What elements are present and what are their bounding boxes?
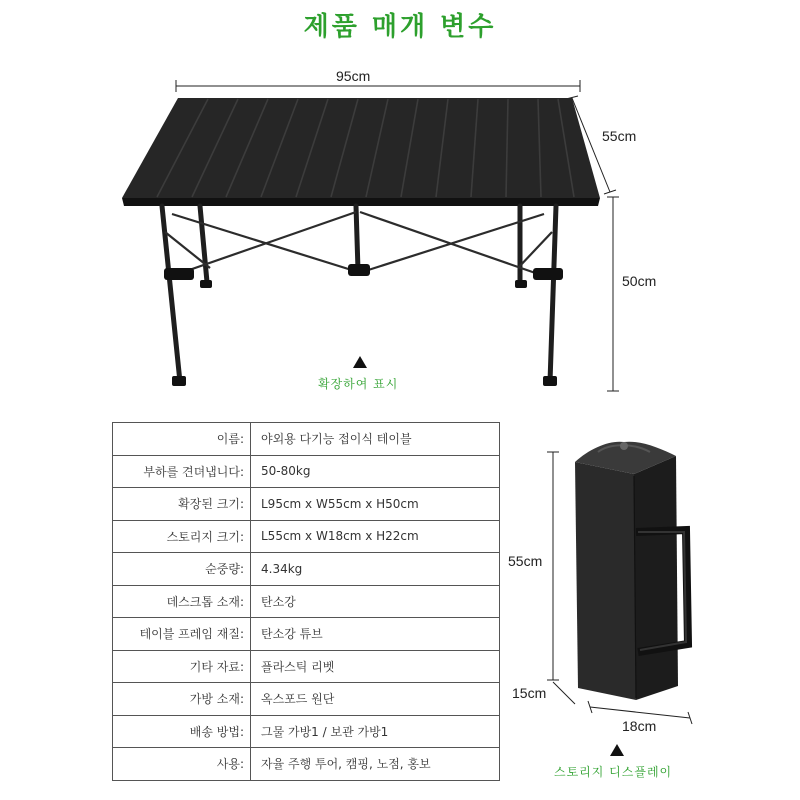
triangle-up-icon [353,356,367,368]
table-width-label: 95cm [336,68,371,84]
spec-label: 스토리지 크기: [113,520,251,553]
spec-value: 50-80kg [251,455,500,488]
spec-value: 플라스틱 리벳 [251,650,500,683]
expanded-caption: 확장하여 표시 [318,377,399,391]
spec-value: 자율 주행 투어, 캠핑, 노점, 홍보 [251,748,500,781]
spec-row [113,650,500,683]
spec-label: 가방 소재: [113,683,251,716]
spec-label: 데스크톱 소재: [113,585,251,618]
spec-label: 배송 방법: [113,715,251,748]
spec-row [113,585,500,618]
spec-row [113,520,500,553]
spec-label: 기타 자료: [113,650,251,683]
spec-row [113,748,500,781]
spec-row [113,683,500,716]
spec-label: 테이블 프레임 재질: [113,618,251,651]
spec-value: 옥스포드 원단 [251,683,500,716]
page-title: 제품 매개 변수 [303,12,497,42]
spec-value: 그물 가방1 / 보관 가방1 [251,715,500,748]
spec-label: 이름: [113,423,251,456]
spec-label: 사용: [113,748,251,781]
spec-table [112,422,500,781]
bag-width-label: 18cm [622,718,657,734]
spec-row [113,455,500,488]
bag-height-label: 55cm [508,553,543,569]
triangle-up-icon [610,744,624,756]
spec-label: 확장된 크기: [113,488,251,521]
spec-value: 탄소강 [251,585,500,618]
spec-row [113,553,500,586]
spec-row [113,423,500,456]
spec-value: L95cm x W55cm x H50cm [251,488,500,521]
spec-value: 야외용 다기능 접이식 테이블 [251,423,500,456]
bag-depth-label: 15cm [512,685,547,701]
table-height-label: 50cm [622,273,657,289]
storage-caption: 스토리지 디스플레이 [554,765,673,779]
table-depth-label: 55cm [602,128,637,144]
spec-row [113,715,500,748]
spec-label: 부하를 견뎌냅니다: [113,455,251,488]
spec-value: L55cm x W18cm x H22cm [251,520,500,553]
spec-row [113,618,500,651]
spec-value: 4.34kg [251,553,500,586]
spec-label: 순중량: [113,553,251,586]
spec-row [113,488,500,521]
spec-value: 탄소강 튜브 [251,618,500,651]
